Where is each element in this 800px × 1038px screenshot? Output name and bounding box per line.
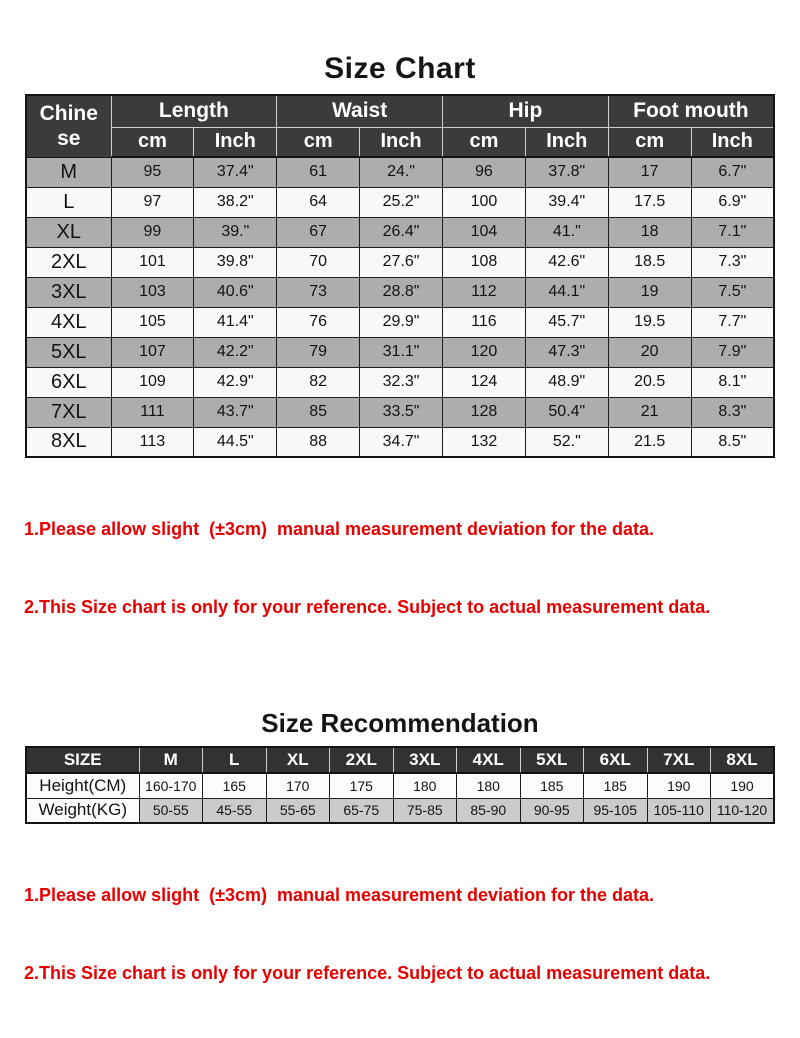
measurement-cell: 37.4" [194,157,277,187]
measurement-cell: 21.5 [608,427,691,457]
unit-header-cm: cm [608,127,691,157]
size-chart-notes [24,464,776,672]
size-label-cell: 2XL [26,247,111,277]
measurement-cell: 28.8" [360,277,443,307]
measurement-cell: 34.7" [360,427,443,457]
measurement-cell: 41." [525,217,608,247]
measurement-cell: 82 [277,367,360,397]
rec-header-3XL: 3XL [393,747,457,773]
size-label-cell: L [26,187,111,217]
measurement-cell: 7.3" [691,247,774,277]
rec-header-SIZE: SIZE [26,747,139,773]
measurement-cell: 107 [111,337,194,367]
measurement-cell: 42.6" [525,247,608,277]
measurement-cell: 67 [277,217,360,247]
recommendation-cell: 45-55 [203,798,267,823]
size-chart-title: Size Chart [324,52,476,85]
measurement-cell: 103 [111,277,194,307]
row-label-cell: Weight(KG) [26,798,139,823]
measurement-cell: 61 [277,157,360,187]
recommendation-cell: 190 [711,773,775,798]
recommendation-cell: 75-85 [393,798,457,823]
rec-header-XL: XL [266,747,330,773]
size-chart-unit-header-row [26,127,774,157]
measurement-cell: 79 [277,337,360,367]
measurement-cell: 99 [111,217,194,247]
chinese-header-line2: se [57,127,81,151]
chinese-header-line1: Chine [39,102,98,126]
measurement-note-2: 2.This Size chart is only for your reference. Subject to actual measurement data. [24,597,711,617]
measurement-cell: 100 [443,187,526,217]
measurement-cell: 42.9" [194,367,277,397]
measurement-note-1: 1.Please allow slight (±3cm) manual measurement deviation for the data. [24,519,655,539]
measurement-cell: 96 [443,157,526,187]
chinese-size-header [26,95,111,157]
size-chart-row-8XL [26,427,774,457]
measurement-cell: 44.1" [525,277,608,307]
size-chart-row-5XL [26,337,774,367]
measurement-cell: 25.2" [360,187,443,217]
measurement-cell: 70 [277,247,360,277]
size-chart-table [25,94,775,458]
size-label-cell: 4XL [26,307,111,337]
length-group-header: Length [111,95,277,127]
measurement-cell: 32.3" [360,367,443,397]
recommendation-cell: 65-75 [330,798,394,823]
measurement-cell: 108 [443,247,526,277]
measurement-cell: 45.7" [525,307,608,337]
measurement-cell: 52." [525,427,608,457]
measurement-cell: 95 [111,157,194,187]
size-recommendation-header-row [26,747,774,773]
measurement-cell: 104 [443,217,526,247]
recommendation-cell: 190 [647,773,711,798]
measurement-cell: 101 [111,247,194,277]
recommendation-cell: 165 [203,773,267,798]
measurement-cell: 111 [111,397,194,427]
measurement-cell: 26.4" [360,217,443,247]
recommendation-cell: 110-120 [711,798,775,823]
rec-header-8XL: 8XL [711,747,775,773]
measurement-cell: 120 [443,337,526,367]
measurement-cell: 39.4" [525,187,608,217]
weight-row [26,798,774,823]
measurement-cell: 113 [111,427,194,457]
measurement-cell: 33.5" [360,397,443,427]
size-label-cell: XL [26,217,111,247]
measurement-cell: 76 [277,307,360,337]
measurement-cell: 18.5 [608,247,691,277]
recommendation-cell: 185 [584,773,648,798]
measurement-cell: 132 [443,427,526,457]
size-label-cell: M [26,157,111,187]
size-recommendation-notes [24,830,776,1038]
measurement-cell: 39.8" [194,247,277,277]
measurement-cell: 109 [111,367,194,397]
measurement-note-2: 2.This Size chart is only for your reference. Subject to actual measurement data. [24,963,711,983]
size-recommendation-title: Size Recommendation [261,708,539,738]
measurement-cell: 48.9" [525,367,608,397]
measurement-cell: 7.7" [691,307,774,337]
measurement-cell: 39." [194,217,277,247]
size-chart-group-header-row [26,95,774,127]
measurement-cell: 97 [111,187,194,217]
measurement-cell: 7.5" [691,277,774,307]
size-chart-row-7XL [26,397,774,427]
measurement-cell: 17 [608,157,691,187]
recommendation-cell: 50-55 [139,798,203,823]
measurement-cell: 42.2" [194,337,277,367]
measurement-cell: 41.4" [194,307,277,337]
recommendation-cell: 185 [520,773,584,798]
recommendation-cell: 180 [457,773,521,798]
measurement-cell: 8.1" [691,367,774,397]
unit-header-inch: Inch [360,127,443,157]
rec-header-4XL: 4XL [457,747,521,773]
foot-mouth-group-header: Foot mouth [608,95,774,127]
size-chart-row-6XL [26,367,774,397]
measurement-cell: 6.9" [691,187,774,217]
measurement-cell: 18 [608,217,691,247]
measurement-cell: 8.5" [691,427,774,457]
measurement-cell: 37.8" [525,157,608,187]
measurement-cell: 7.9" [691,337,774,367]
row-label-cell: Height(CM) [26,773,139,798]
size-chart-row-2XL [26,247,774,277]
measurement-cell: 105 [111,307,194,337]
measurement-cell: 7.1" [691,217,774,247]
measurement-cell: 44.5" [194,427,277,457]
recommendation-cell: 105-110 [647,798,711,823]
size-label-cell: 3XL [26,277,111,307]
measurement-cell: 64 [277,187,360,217]
rec-header-7XL: 7XL [647,747,711,773]
size-chart-row-L [26,187,774,217]
unit-header-cm: cm [443,127,526,157]
size-label-cell: 6XL [26,367,111,397]
measurement-note-1: 1.Please allow slight (±3cm) manual measurement deviation for the data. [24,885,655,905]
size-recommendation-table [25,746,775,824]
unit-header-inch: Inch [691,127,774,157]
measurement-cell: 38.2" [194,187,277,217]
rec-header-M: M [139,747,203,773]
size-label-cell: 5XL [26,337,111,367]
recommendation-cell: 85-90 [457,798,521,823]
size-chart-row-XL [26,217,774,247]
recommendation-cell: 175 [330,773,394,798]
size-chart-row-4XL [26,307,774,337]
measurement-cell: 40.6" [194,277,277,307]
measurement-cell: 8.3" [691,397,774,427]
unit-header-inch: Inch [525,127,608,157]
measurement-cell: 6.7" [691,157,774,187]
recommendation-cell: 160-170 [139,773,203,798]
rec-header-L: L [203,747,267,773]
measurement-cell: 27.6" [360,247,443,277]
unit-header-inch: Inch [194,127,277,157]
measurement-cell: 19 [608,277,691,307]
measurement-cell: 128 [443,397,526,427]
measurement-cell: 21 [608,397,691,427]
recommendation-cell: 95-105 [584,798,648,823]
measurement-cell: 20 [608,337,691,367]
size-label-cell: 7XL [26,397,111,427]
height-row [26,773,774,798]
unit-header-cm: cm [277,127,360,157]
measurement-cell: 112 [443,277,526,307]
measurement-cell: 24." [360,157,443,187]
measurement-cell: 19.5 [608,307,691,337]
rec-header-5XL: 5XL [520,747,584,773]
size-chart-row-M [26,157,774,187]
measurement-cell: 47.3" [525,337,608,367]
waist-group-header: Waist [277,95,443,127]
measurement-cell: 88 [277,427,360,457]
measurement-cell: 124 [443,367,526,397]
hip-group-header: Hip [443,95,609,127]
measurement-cell: 43.7" [194,397,277,427]
measurement-cell: 20.5 [608,367,691,397]
size-chart-row-3XL [26,277,774,307]
measurement-cell: 17.5 [608,187,691,217]
rec-header-6XL: 6XL [584,747,648,773]
recommendation-cell: 170 [266,773,330,798]
measurement-cell: 29.9" [360,307,443,337]
recommendation-cell: 55-65 [266,798,330,823]
recommendation-cell: 90-95 [520,798,584,823]
measurement-cell: 85 [277,397,360,427]
size-label-cell: 8XL [26,427,111,457]
measurement-cell: 31.1" [360,337,443,367]
rec-header-2XL: 2XL [330,747,394,773]
measurement-cell: 116 [443,307,526,337]
recommendation-cell: 180 [393,773,457,798]
unit-header-cm: cm [111,127,194,157]
measurement-cell: 73 [277,277,360,307]
measurement-cell: 50.4" [525,397,608,427]
